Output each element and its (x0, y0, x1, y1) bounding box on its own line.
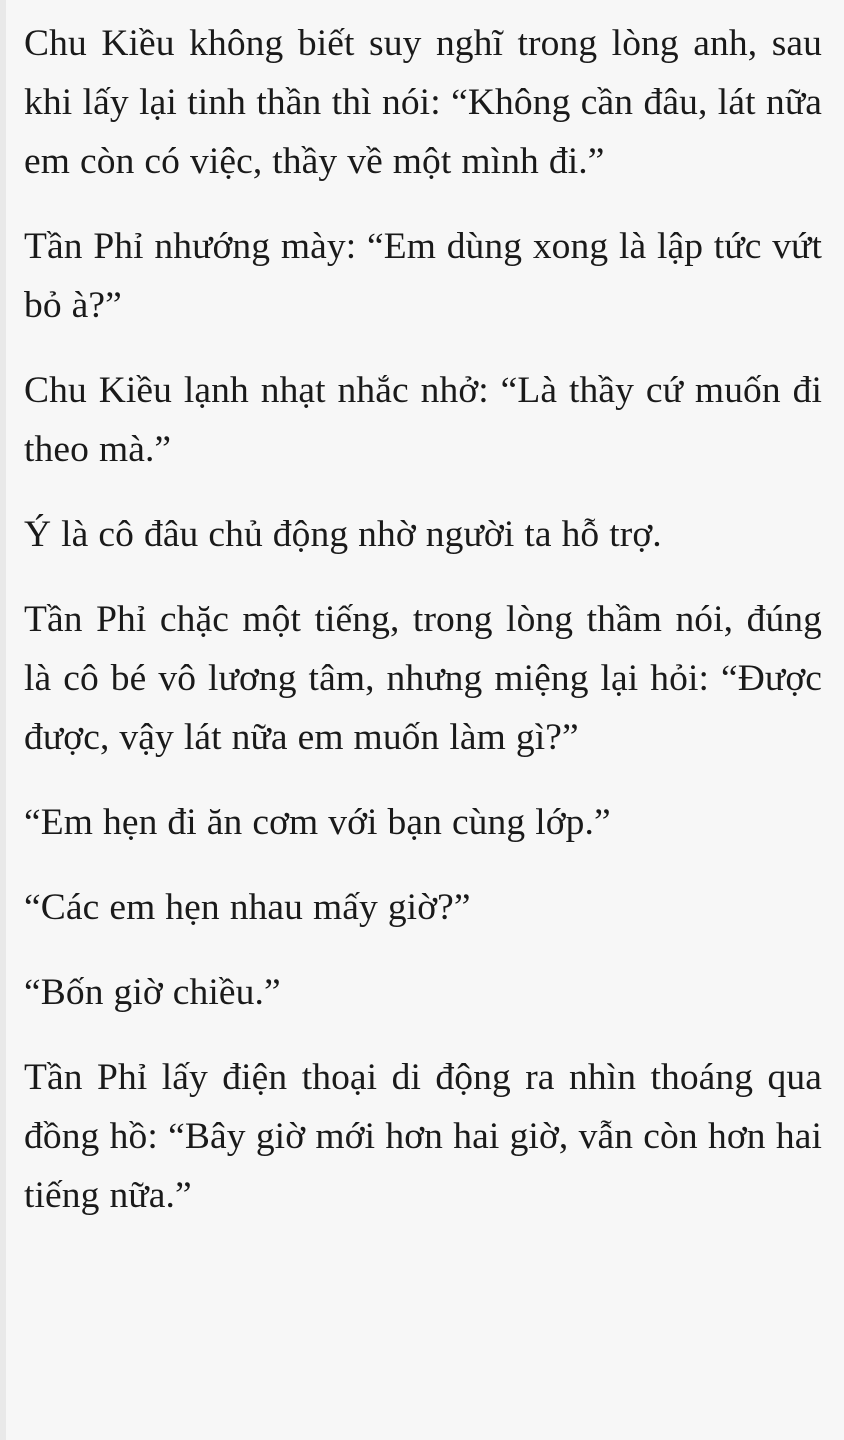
paragraph: Chu Kiều không biết suy nghĩ trong lòng anh, sau khi lấy lại tinh thần thì nói: “Không cần đâu, lát nữa em còn có việc, thầy về một mình đi.” (24, 23, 822, 182)
paragraph: Ý là cô đâu chủ động nhờ người ta hỗ trợ. (24, 514, 662, 555)
paragraph: Tần Phỉ nhướng mày: “Em dùng xong là lập tức vứt bỏ à?” (24, 226, 822, 326)
page-edge-rail (0, 0, 6, 1440)
paragraph: “Bốn giờ chiều.” (24, 972, 281, 1013)
paragraph: “Các em hẹn nhau mấy giờ?” (24, 887, 471, 928)
paragraph: Tần Phỉ chặc một tiếng, trong lòng thầm nói, đúng là cô bé vô lương tâm, nhưng miệng lại hỏi: “Được được, vậy lát nữa em muốn làm gì?” (24, 599, 822, 758)
paragraph: “Em hẹn đi ăn cơm với bạn cùng lớp.” (24, 802, 611, 843)
paragraph: Chu Kiều lạnh nhạt nhắc nhở: “Là thầy cứ muốn đi theo mà.” (24, 370, 822, 470)
paragraph: Tần Phỉ lấy điện thoại di động ra nhìn thoáng qua đồng hồ: “Bây giờ mới hơn hai giờ, vẫn còn hơn hai tiếng nữa.” (24, 1057, 822, 1216)
